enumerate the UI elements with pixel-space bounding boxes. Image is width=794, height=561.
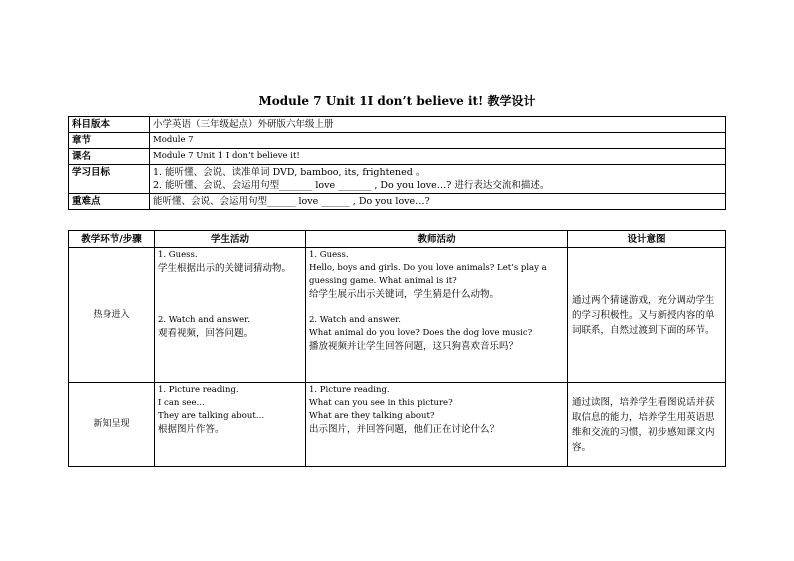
- header-student: 学生活动: [155, 231, 306, 248]
- info-row-objectives: [69, 165, 726, 194]
- design-intent: 通过两个猜谜游戏，充分调动学生的学习积极性。又与新授内容的单词联系，自然过渡到下面的环节。: [568, 248, 726, 383]
- student-activity: 1. Picture reading. I can see… They are talking about… 根据图片作答。: [155, 383, 306, 467]
- info-value: 小学英语（三年级起点）外研版六年级上册: [150, 117, 726, 133]
- info-label: 章节: [69, 133, 150, 149]
- plan-row-warmup: [69, 248, 726, 383]
- info-label: 重难点: [69, 194, 150, 210]
- info-value: 1. 能听懂、会说、读准单词 DVD, bamboo, its, frightened 。 2. 能听懂、会说、会运用句型_______ love _______ , Do you love…? 进行表达交流和描述。: [150, 165, 726, 194]
- design-intent: 通过读图，培养学生看图说话并获取信息的能力，培养学生用英语思维和交流的习惯，初步感知课文内容。: [568, 383, 726, 467]
- info-label: 科目版本: [69, 117, 150, 133]
- teaching-plan-table: [68, 230, 726, 467]
- info-value: Module 7 Unit 1 I don’t believe it!: [150, 149, 726, 165]
- teacher-activity: 1. Picture reading. What can you see in this picture? What are they talking about? 出示图片，并回答问题，他们正在讨论什么？: [306, 383, 568, 467]
- info-value: Module 7: [150, 133, 726, 149]
- info-value: 能听懂、会说、会运用句型______ love ______ , Do you love…?: [150, 194, 726, 210]
- info-row-keypoints: [69, 194, 726, 210]
- info-row-chapter: [69, 133, 726, 149]
- header-step: 教学环节/步骤: [69, 231, 155, 248]
- header-intent: 设计意图: [568, 231, 726, 248]
- info-row-lesson: [69, 149, 726, 165]
- header-teacher: 教师活动: [306, 231, 568, 248]
- teacher-activity: 1. Guess. Hello, boys and girls. Do you love animals? Let’s play a guessing game. What animal is it? 给学生展示出示关键词，学生猜是什么动物。 2. Watch and answer. What animal do you love? Does the dog love music? 播放视频并让学生回答问题，这只狗喜欢音乐吗？: [306, 248, 568, 383]
- step-label: 新知呈现: [69, 383, 155, 467]
- info-row-subject: [69, 117, 726, 133]
- student-activity: 1. Guess. 学生根据出示的关键词猜动物。 2. Watch and answer. 观看视频，回答问题。: [155, 248, 306, 383]
- document-title: Module 7 Unit 1I don’t believe it! 教学设计: [258, 94, 536, 108]
- step-label: 热身进入: [69, 248, 155, 383]
- info-label: 课名: [69, 149, 150, 165]
- plan-row-presentation: [69, 383, 726, 467]
- plan-header-row: [69, 231, 726, 248]
- course-info-table: [68, 116, 726, 210]
- info-label: 学习目标: [69, 165, 150, 194]
